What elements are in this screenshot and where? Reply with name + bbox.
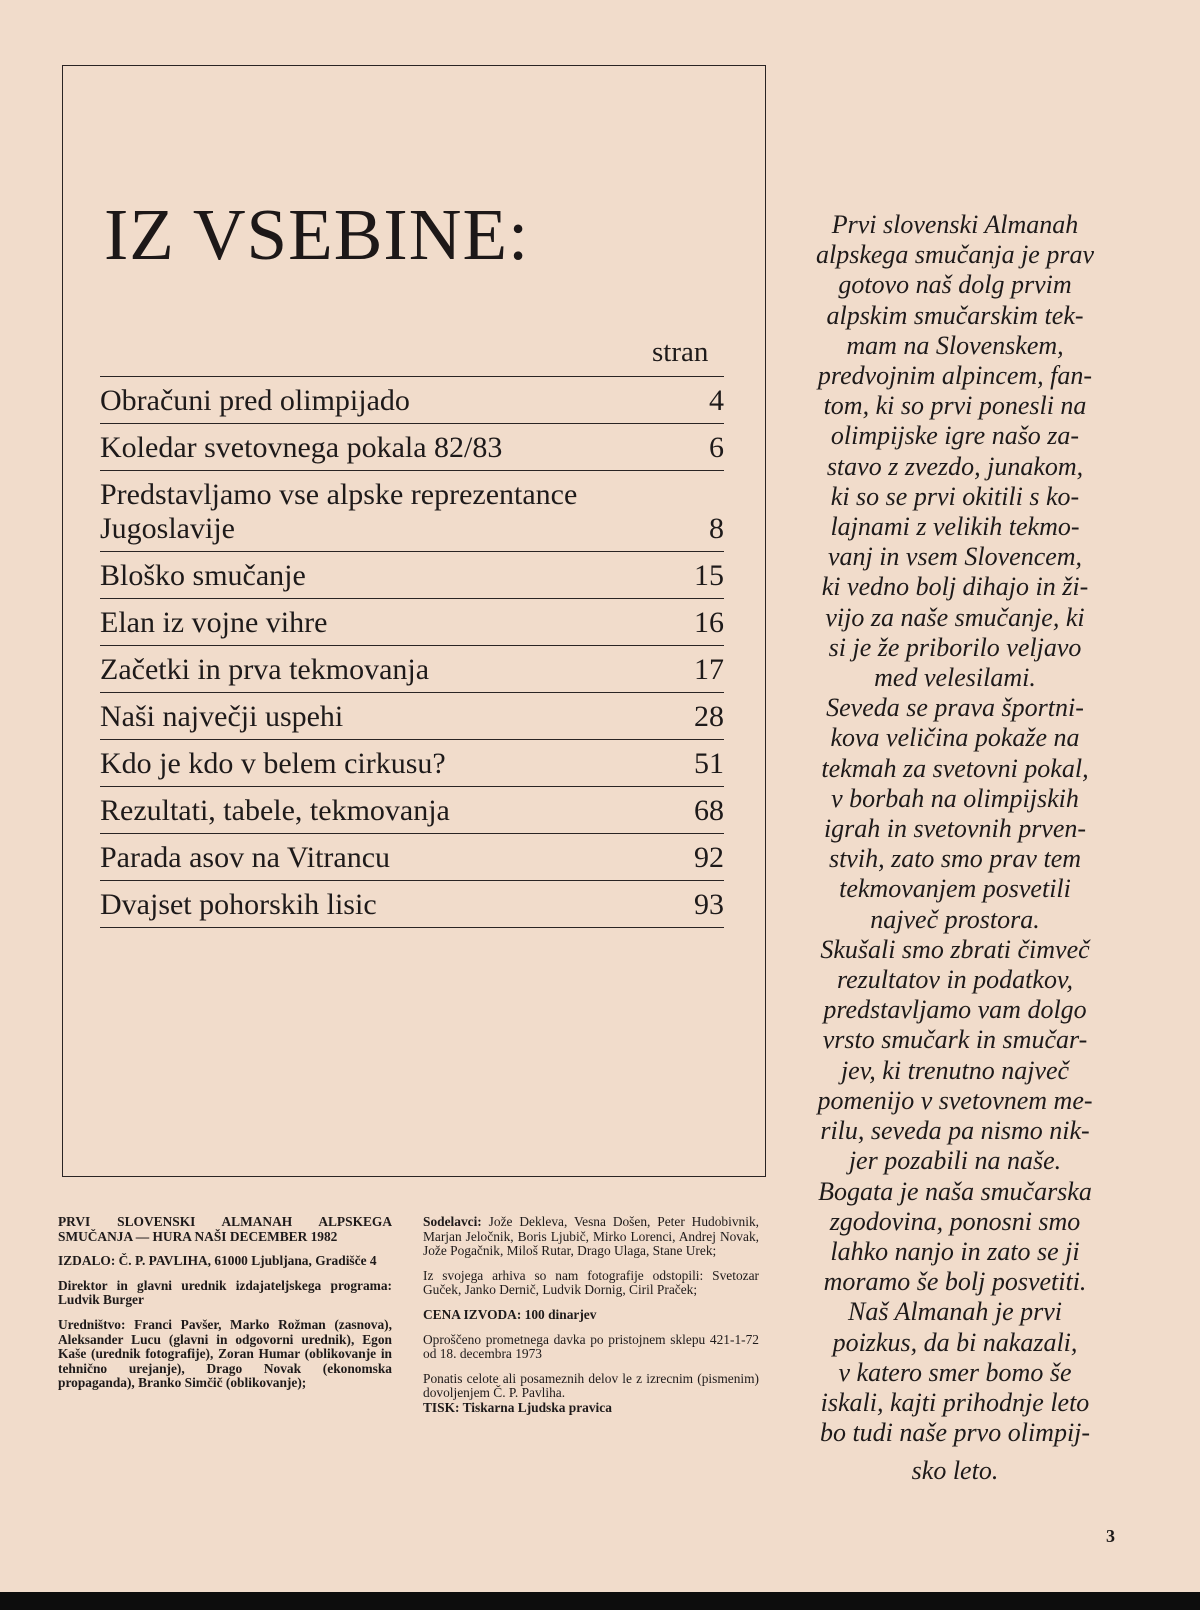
intro-line: kova veličina pokaže na: [830, 723, 1080, 753]
publication-title: PRVI SLOVENSKI ALMANAH ALPSKEGA SMUČANJA — HURA NAŠI DECEMBER 1982: [58, 1214, 392, 1244]
toc-entry-title: Naši največji uspehi: [100, 700, 344, 733]
toc-title: IZ VSEBINE:: [104, 194, 530, 275]
contributors: [423, 1215, 759, 1259]
intro-line: v katero smer bomo še: [838, 1357, 1072, 1387]
colophon-left: [58, 1215, 392, 1401]
intro-line: tom, ki so prvi ponesli na: [823, 391, 1087, 421]
intro-line: pomenijo v svetovnem me-: [817, 1085, 1093, 1115]
toc-entry-page: 92: [694, 841, 724, 874]
intro-text: [784, 210, 1126, 1487]
toc-entry: [100, 424, 724, 471]
toc-entry-title: Bloško smučanje: [100, 559, 306, 592]
intro-line: lajnami z velikih tekmo-: [830, 512, 1080, 542]
contributors-label: Sodelavci:: [423, 1214, 482, 1229]
toc-entry: [100, 787, 724, 834]
toc-entry: [100, 834, 724, 881]
photo-archive: Iz svojega arhiva so nam fotografije odstopili: Svetozar Guček, Janko Dernič, Ludvik Dornig, Ciril Praček;: [423, 1267, 759, 1298]
intro-line: Naš Almanah je prvi: [847, 1297, 1063, 1327]
toc-entry: [100, 693, 724, 740]
intro-line: Skušali smo zbrati čimveč: [820, 934, 1090, 964]
intro-line: stavo z zvezdo, junakom,: [826, 451, 1084, 481]
intro-line: lahko nanjo in zato se ji: [830, 1236, 1080, 1266]
intro-line: tekmovanjem posvetili: [839, 874, 1071, 904]
intro-line: jev, ki trenutno največ: [840, 1055, 1070, 1085]
intro-line: predvojnim alpincem, fan-: [817, 361, 1093, 391]
toc-entry-title: Elan iz vojne vihre: [100, 606, 328, 639]
intro-line: Bogata je naša smučarska: [818, 1176, 1092, 1206]
intro-line: največ prostora.: [870, 904, 1040, 934]
scan-edge-strip: [0, 1592, 1200, 1610]
intro-line: vijo za naše smučanje, ki: [825, 602, 1085, 632]
page-number: 3: [1106, 1526, 1115, 1546]
toc-entry: [100, 552, 724, 599]
intro-line: olimpijske igre našo za-: [830, 421, 1080, 451]
intro-line: vanj in vsem Slovencem,: [827, 542, 1083, 572]
intro-line: mam na Slovenskem,: [846, 330, 1064, 360]
toc-entry-title: Začetki in prva tekmovanja: [100, 653, 430, 686]
intro-line: alpskim smučarskim tek-: [826, 300, 1084, 330]
toc-entry-title: Koledar svetovnega pokala 82/83: [100, 431, 503, 464]
toc-entry-title: Predstavljamo vse alpske reprezentance Jugoslavije: [100, 478, 578, 545]
intro-line: si je že priborilo veljavo: [828, 632, 1082, 662]
intro-line: med velesilami.: [874, 663, 1036, 693]
intro-line: bo tudi naše prvo olimpij-: [819, 1418, 1091, 1448]
printer: [423, 1401, 759, 1416]
intro-line: alpskega smučanja je prav: [815, 240, 1094, 270]
editorial-board: Uredništvo: Franci Pavšer, Marko Rožman (zasnova), Aleksander Lucu (glavni in odgovorni urednik), Egon Kaše (urednik fotografije), Zoran Humar (oblikovanje in tehnično urejanje), Drago Novak (ekonomska propaganda), Branko Simčič (oblikovanje);: [58, 1316, 392, 1391]
intro-line: tekmah za svetovni pokal,: [821, 753, 1089, 783]
toc-entry-page: 93: [694, 888, 724, 921]
toc-entry-title: Parada asov na Vitrancu: [100, 841, 391, 874]
intro-line: igrah in svetovnih prven-: [823, 814, 1087, 844]
toc-entry: [100, 881, 724, 928]
toc-entry-page: 16: [694, 606, 724, 639]
intro-line: ki vedno bolj dihajo in ži-: [821, 572, 1089, 602]
publisher: IZDALO: Č. P. PAVLIHA, 61000 Ljubljana, Gradišče 4: [58, 1253, 377, 1269]
toc-entry-title: Kdo je kdo v belem cirkusu?: [100, 747, 446, 780]
toc-entry-title: Rezultati, tabele, tekmovanja: [100, 794, 450, 827]
intro-line: vrsto smučark in smučar-: [822, 1025, 1088, 1055]
intro-line: Prvi slovenski Almanah: [831, 210, 1079, 239]
intro-line: moramo še bolj posvetiti.: [823, 1267, 1087, 1297]
toc-entry: [100, 471, 724, 552]
intro-line: stvih, zato smo prav tem: [828, 844, 1082, 874]
toc-entry-page: 8: [709, 512, 724, 545]
colophon-middle: [423, 1215, 759, 1426]
intro-line: predstavljamo vam dolgo: [823, 995, 1087, 1025]
printer-label: TISK:: [423, 1399, 460, 1415]
toc-entry: [100, 377, 724, 424]
intro-line: Seveda se prava športni-: [826, 693, 1084, 723]
toc-entry-page: 4: [709, 384, 724, 417]
printer-name: Tiskarna Ljudska pravica: [462, 1399, 612, 1415]
intro-line: poizkus, da bi nakazali,: [832, 1327, 1078, 1357]
intro-line: ki so se prvi okitili s ko-: [830, 481, 1080, 511]
intro-line: iskali, kajti prihodnje leto: [820, 1387, 1090, 1417]
intro-line: rilu, seveda pa nismo nik-: [820, 1116, 1090, 1146]
toc-entry-page: 28: [694, 700, 724, 733]
reprint-notice: Ponatis celote ali posameznih delov le z izrecnim (pismenim) dovoljenjem Č. P. Pavliha.: [423, 1370, 759, 1401]
intro-line: rezultatov in podatkov,: [836, 965, 1074, 995]
page-column-header: stran: [652, 336, 709, 368]
tax-exemption: Oproščeno prometnega davka po pristojnem sklepu 421-1-72 od 18. decembra 1973: [423, 1331, 759, 1362]
toc-entry: [100, 599, 724, 646]
intro-line: v borbah na olimpijskih: [831, 783, 1079, 813]
toc-entry-title: Dvajset pohorskih lisic: [100, 888, 377, 921]
intro-line: gotovo naš dolg prvim: [838, 270, 1072, 300]
contributors-names: Jože Dekleva, Vesna Došen, Peter Hudobivnik, Marjan Jeločnik, Boris Ljubič, Mirko Lorenci, Andrej Novak, Jože Pogačnik, Miloš Rutar, Drago Ulaga, Stane Urek;: [423, 1214, 759, 1259]
toc-entry-page: 17: [694, 653, 724, 686]
toc-entry-page: 6: [709, 431, 724, 464]
toc-entry-page: 15: [694, 559, 724, 592]
toc-entry-page: 51: [694, 747, 724, 780]
intro-line: jer pozabili na naše.: [848, 1146, 1062, 1176]
director: Direktor in glavni urednik izdajateljskega programa: Ludvik Burger: [58, 1277, 392, 1308]
intro-line: sko leto.: [911, 1456, 999, 1486]
toc-entry-title: Obračuni pred olimpijado: [100, 384, 410, 417]
price: CENA IZVODA: 100 dinarjev: [423, 1306, 597, 1322]
toc-list: [100, 376, 724, 928]
toc-entry-page: 68: [694, 794, 724, 827]
intro-line: zgodovina, ponosni smo: [829, 1206, 1081, 1236]
toc-entry: [100, 646, 724, 693]
toc-entry: [100, 740, 724, 787]
